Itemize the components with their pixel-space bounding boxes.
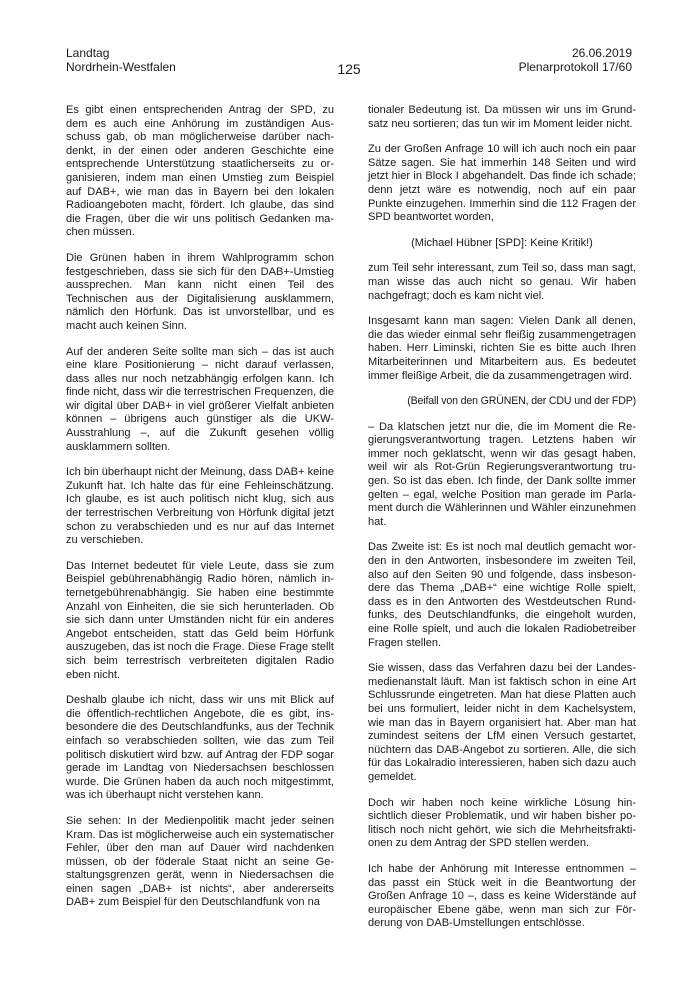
paragraph: – Da klatschen jetzt nur die, die im Moment die Regierungsverantwortung tragen. Letztens haben wir immer noch geklatscht, wenn wir das gesagt haben, weil wir als Rot-Grün Regierungsverantwortung trugen. So ist das eben. Ich finde, der Dank sollte immer gelten – egal, welche Position man gerade im Parlament durch die Wählerinnen und Wähler einzunehmen hat. xyxy=(368,420,636,528)
interjection: (Michael Hübner [SPD]: Keine Kritik!) xyxy=(411,236,593,249)
right-column xyxy=(368,104,636,943)
page-header xyxy=(66,46,632,86)
paragraph: Die Grünen haben in ihrem Wahlprogramm schon festgeschrieben, dass sie sich für den DAB+-Umstieg aussprechen. Man kann nicht einen Teil des Technischen aus der Digitalisierung ausklammern, nämlich den Hörfunk. Das ist unvorstellbar, und es macht auch keinen Sinn. xyxy=(66,251,334,332)
paragraph: tionaler Bedeutung ist. Da müssen wir uns im Grundsatz neu sortieren; das tun wir im Moment leider nicht. xyxy=(368,104,636,130)
paragraph: Es gibt einen entsprechenden Antrag der SPD, zu dem es auch eine Anhörung im zuständigen Ausschuss gab, ob man möglicherweise darüber nachdenkt, in der einen oder anderen Geschichte eine entsprechende Unterstützung staatlicherseits zu organisieren, indem man einen Umstieg zum Beispiel auf DAB+, wie man das in Bayern bei den lokalen Radioangeboten macht, fördert. Ich glaube, das sind die Fragen, über die wir uns politisch Gedanken machen müssen. xyxy=(66,104,334,239)
left-column xyxy=(66,104,334,922)
paragraph: Sie sehen: In der Medienpolitik macht jeder seinen Kram. Das ist möglicherweise auch ein systematischer Fehler, über den man auf Dauer wird nachdenken müssen, ob der föderale Staat nicht an seine Gestaltungsgrenzen gerät, wenn in Niedersachsen die einen sagen „DAB+ ist nichts“, aber andererseits DAB+ zum Beispiel für den Deutschlandfunk von na xyxy=(66,814,334,909)
paragraph: Insgesamt kann man sagen: Vielen Dank all denen, die das wieder einmal sehr fleißig zusammengetragen haben. Herr Liminski, richten Sie es bitte auch Ihren Mitarbeiterinnen und Mitarbeitern aus. Es bedeutet immer fleißige Arbeit, die da zusammengetragen wird. xyxy=(368,315,636,382)
paragraph: Das Internet bedeutet für viele Leute, dass sie zum Beispiel gebührenabhängig Radio hören, nämlich internetgebührenabhängig. Sie haben eine bestimmte Anzahl von Einheiten, die sie sich herunterladen. Ob sie sich dann unter Umständen nicht für ein anderes Angebot entscheiden, statt das Geld beim Hörfunk auszugeben, das ist noch die Frage. Diese Frage stellt sich beim terrestrisch verbreiteten digitalen Radio eben nicht. xyxy=(66,559,334,681)
header-date: 26.06.2019 xyxy=(571,46,632,60)
paragraph: Ich bin überhaupt nicht der Meinung, dass DAB+ keine Zukunft hat. Ich halte das für eine Fehleinschätzung. Ich glaube, es ist auch politisch nicht klug, sich aus der terrestrischen Verbreitung von Hörfunk digital jetzt schon zu verabschieden und es nur auf das Internet zu verschieben. xyxy=(66,466,334,547)
paragraph: Auf der anderen Seite sollte man sich – das ist auch eine klare Positionierung – nicht darauf verlassen, dass alles nur noch netzabhängig erfolgen kann. Ich finde nicht, dass wir die terrestrischen Frequenzen, die wir digital über DAB+ in viel größerer Vielfalt anbieten können – übrigens auch günstiger als die UKW-Ausstrahlung –, auf die Zukunft gesehen völlig ausklammern sollten. xyxy=(66,345,334,453)
applause-note: (Beifall von den GRÜNEN, der CDU und der FDP) xyxy=(407,395,636,408)
paragraph: Zu der Großen Anfrage 10 will ich auch noch ein paar Sätze sagen. Sie hat immerhin 148 Seiten und wird jetzt hier in Block I abgehandelt. Das finde ich schade; denn jetzt wäre es notwendig, noch auf ein paar Punkte einzugehen. Immerhin sind die 112 Fragen der SPD beantwortet worden, xyxy=(368,143,636,224)
paragraph: Das Zweite ist: Es ist noch mal deutlich gemacht worden in den Antworten, insbesondere im zweiten Teil, also auf den Seiten 90 und folgende, dass insbesondere das Thema „DAB+“ eine wichtige Rolle spielt, dass es in den Antworten des Westdeutschen Rundfunks, des Deutschlandfunks, die eingeholt wurden, eine Rolle spielt, und auch die lokalen Radiobetreiber Fragen stellen. xyxy=(368,541,636,649)
paragraph: Doch wir haben noch keine wirkliche Lösung hinsichtlich dieser Problematik, und wir haben bisher politisch noch nicht gehört, wie sich die Mehrheitsfraktionen zu dem Antrag der SPD stellen werden. xyxy=(368,796,636,850)
paragraph: Sie wissen, dass das Verfahren dazu bei der Landesmedienanstalt läuft. Man ist faktisch schon in eine Art Schlussrunde eingetreten. Man hat diese Platten auch bei uns formuliert, leider nicht in dem Kachelsystem, wie man das in Bayern organisiert hat. Aber man hat zumindest seitens der LfM einen Versuch gestartet, nüchtern das DAB-Angebot zu sortieren. Alle, die sich für das Lokalradio interessieren, haben sich dazu auch gemeldet. xyxy=(368,662,636,783)
page-number: 125 xyxy=(337,61,361,77)
paragraph: zum Teil sehr interessant, zum Teil so, dass man sagt, man wisse das auch nicht so genau. Wir haben nachgefragt; doch es kam nicht viel. xyxy=(368,262,636,302)
paragraph: Deshalb glaube ich nicht, dass wir uns mit Blick auf die öffentlich-rechtlichen Angebote, die es gibt, insbesondere die des Deutschlandfunks, aus der Technik einfach so verabschieden sollten, wie das zum Teil politisch diskutiert wird bzw. auf Antrag der FDP sogar gerade im Landtag von Niedersachsen beschlossen wurde. Die Grünen haben da auch noch mitgestimmt, was ich überhaupt nicht verstehen kann. xyxy=(66,694,334,802)
header-protocol: Plenarprotokoll 17/60 xyxy=(518,60,632,74)
header-state: Nordrhein-Westfalen xyxy=(66,60,176,74)
header-parliament: Landtag xyxy=(66,46,110,60)
header-right xyxy=(519,46,632,74)
paragraph: Ich habe der Anhörung mit Interesse entnommen – das passt ein Stück weit in die Beantwortung der Großen Anfrage 10 –, dass es keine Widerstände auf europäischer Ebene gäbe, wenn man sich zur Förderung von DAB-Umstellungen entschlösse. xyxy=(368,862,636,930)
